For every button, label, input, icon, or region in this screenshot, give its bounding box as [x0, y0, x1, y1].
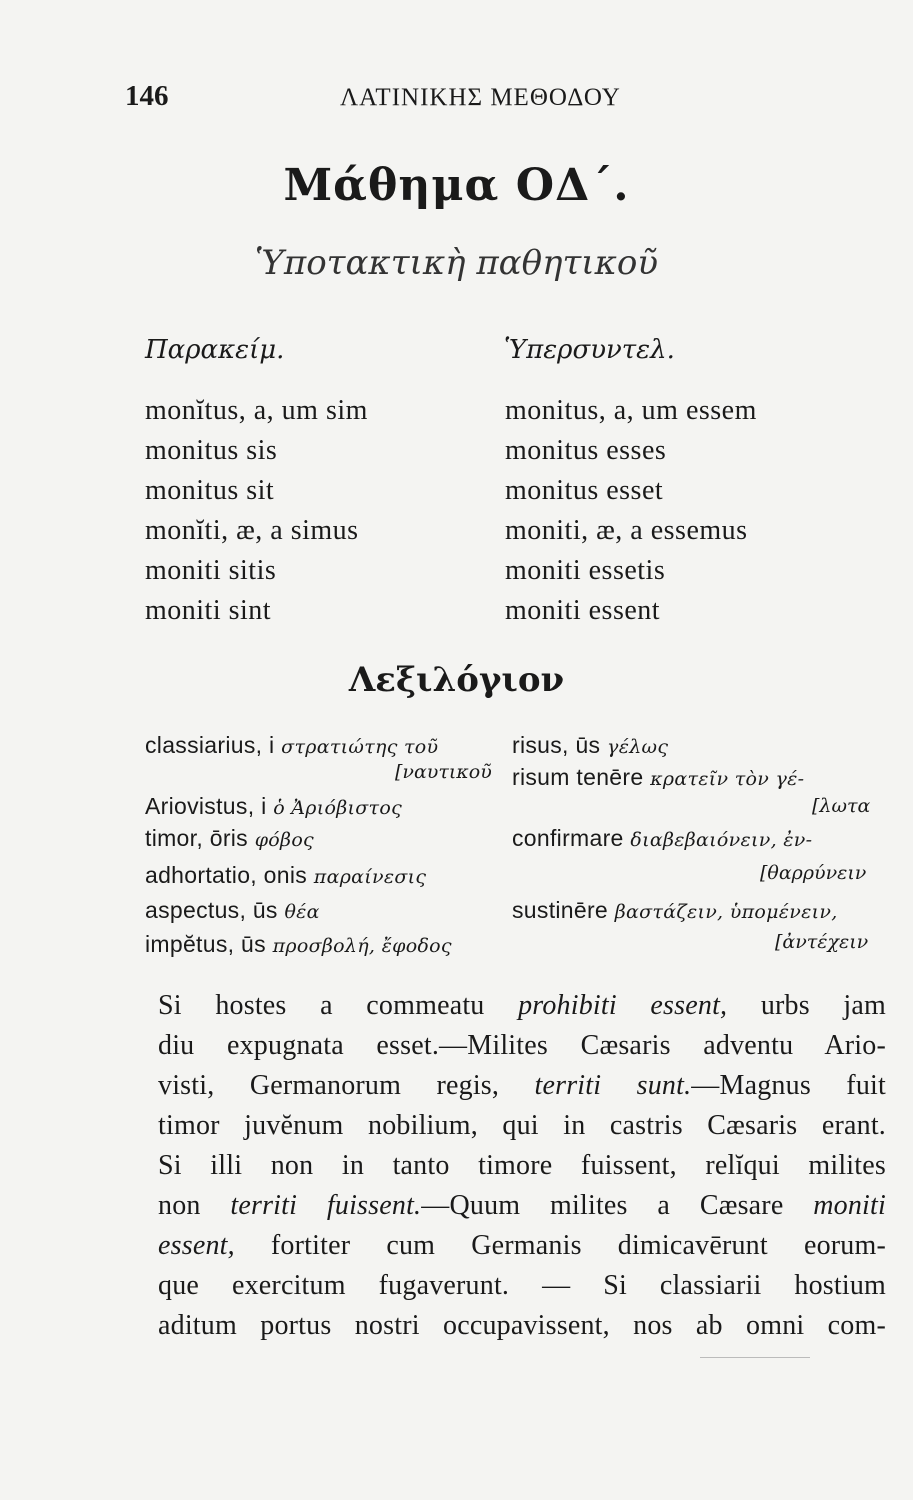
pluperfect-form: monitus esses	[505, 435, 667, 466]
text-segment: visti, Germanorum regis,	[158, 1070, 535, 1101]
perfect-form: moniti sitis	[145, 555, 277, 586]
pluperfect-column-heading: Ὑπερσυντελ.	[504, 335, 675, 365]
perfect-form: monĭti, æ, a simus	[145, 515, 359, 546]
vocab-continuation: [ἀντέχειν	[775, 931, 869, 953]
vocab-latin: timor, ōris	[145, 825, 248, 851]
perfect-form: moniti sint	[145, 595, 272, 626]
vocab-latin: confirmare	[512, 825, 624, 851]
lesson-title: Μάθημα ΟΔ΄.	[283, 160, 630, 211]
vocab-latin: impĕtus, ūs	[145, 931, 266, 957]
vocab-latin: Ariovistus, i	[145, 793, 267, 819]
vocab-greek: ὁ Ἀριόβιστος	[273, 797, 403, 819]
text-line	[158, 990, 886, 1022]
vocab-greek: κρατεῖν τὸν γέ-	[650, 768, 805, 790]
text-segment: aditum portus nostri occupavissent, nos ab omni com-	[158, 1310, 886, 1341]
pluperfect-form: moniti, æ, a essemus	[505, 515, 748, 546]
italic-verb-form: moniti	[813, 1190, 886, 1221]
vocab-entry	[145, 732, 438, 759]
text-segment: —Quum milites a Cæsare	[421, 1190, 814, 1221]
vocab-greek: παραίνεσις	[313, 866, 427, 888]
vocab-entry	[145, 793, 402, 820]
text-segment: diu expugnata esset.—Milites Cæsaris adventu Ario-	[158, 1030, 886, 1061]
vocab-greek: θέα	[284, 901, 320, 923]
vocabulary-title: Λεξιλόγιον	[348, 660, 565, 700]
vocab-latin: sustinēre	[512, 897, 609, 923]
text-segment: non	[158, 1190, 231, 1221]
text-line	[158, 1190, 886, 1222]
vocab-entry	[512, 897, 838, 924]
text-segment: que exercitum fugaverunt. — Si classiarii hostium	[158, 1270, 886, 1301]
pluperfect-form: monitus, a, um essem	[505, 395, 757, 426]
vocab-latin: risum tenēre	[512, 764, 644, 790]
vocab-entry	[145, 897, 320, 924]
vocab-entry	[512, 825, 812, 852]
text-segment: timor juvĕnum nobilium, qui in castris Cæsaris erant.	[158, 1110, 886, 1141]
vocab-latin: risus, ūs	[512, 732, 601, 758]
vocab-entry	[512, 764, 804, 791]
italic-verb-form: essent,	[158, 1230, 235, 1261]
vocab-continuation: [ναυτικοῦ	[395, 761, 492, 783]
text-segment: Si hostes a commeatu	[158, 990, 519, 1021]
text-line	[158, 1070, 886, 1102]
text-line	[158, 1110, 886, 1142]
italic-verb-form: territi sunt.	[534, 1070, 692, 1101]
vocab-greek: βαστάζειν, ὑπομένειν,	[614, 901, 838, 923]
vocab-entry	[512, 732, 668, 759]
vocab-greek: προσβολή, ἔφοδος	[272, 935, 452, 957]
vocab-latin: classiarius, i	[145, 732, 275, 758]
vocab-entry	[145, 825, 314, 852]
running-title: ΛΑΤΙΝΙΚΗΣ ΜΕΘΟΔΟΥ	[340, 84, 621, 111]
perfect-form: monitus sis	[145, 435, 278, 466]
divider	[700, 1357, 810, 1358]
text-line	[158, 1230, 886, 1262]
vocab-greek: γέλως	[607, 736, 669, 758]
pluperfect-form: moniti essetis	[505, 555, 666, 586]
vocab-latin: aspectus, ūs	[145, 897, 278, 923]
vocab-continuation: [θαρρύνειν	[760, 862, 867, 884]
vocab-entry	[145, 931, 452, 958]
italic-verb-form: territi fuissent.	[230, 1190, 422, 1221]
pluperfect-form: moniti essent	[505, 595, 661, 626]
pluperfect-form: monitus esset	[505, 475, 664, 506]
vocab-greek: στρατιώτης τοῦ	[281, 736, 439, 758]
text-line	[158, 1030, 886, 1062]
vocab-greek: φόβος	[254, 829, 314, 851]
page-number: 146	[125, 80, 169, 112]
text-segment: urbs jam	[727, 990, 886, 1021]
vocab-entry	[145, 862, 426, 889]
vocab-latin: adhortatio, onis	[145, 862, 308, 888]
text-segment: fortiter cum Germanis dimicavērunt eorum-	[234, 1230, 886, 1261]
perfect-form: monitus sit	[145, 475, 275, 506]
text-line	[158, 1310, 886, 1342]
text-segment: Si illi non in tanto timore fuissent, relĭqui milites	[158, 1150, 886, 1181]
vocab-continuation: [λωτα	[812, 795, 871, 817]
perfect-form: monĭtus, a, um sim	[145, 395, 368, 426]
text-segment: —Magnus fuit	[691, 1070, 886, 1101]
vocab-greek: διαβεβαιόνειν, ἐν-	[630, 829, 813, 851]
section-title: Ὑποτακτικὴ παθητικοῦ	[254, 243, 659, 283]
text-line	[158, 1150, 886, 1182]
italic-verb-form: prohibiti essent,	[518, 990, 728, 1021]
text-line	[158, 1270, 886, 1302]
perfect-column-heading: Παρακείμ.	[145, 335, 285, 365]
